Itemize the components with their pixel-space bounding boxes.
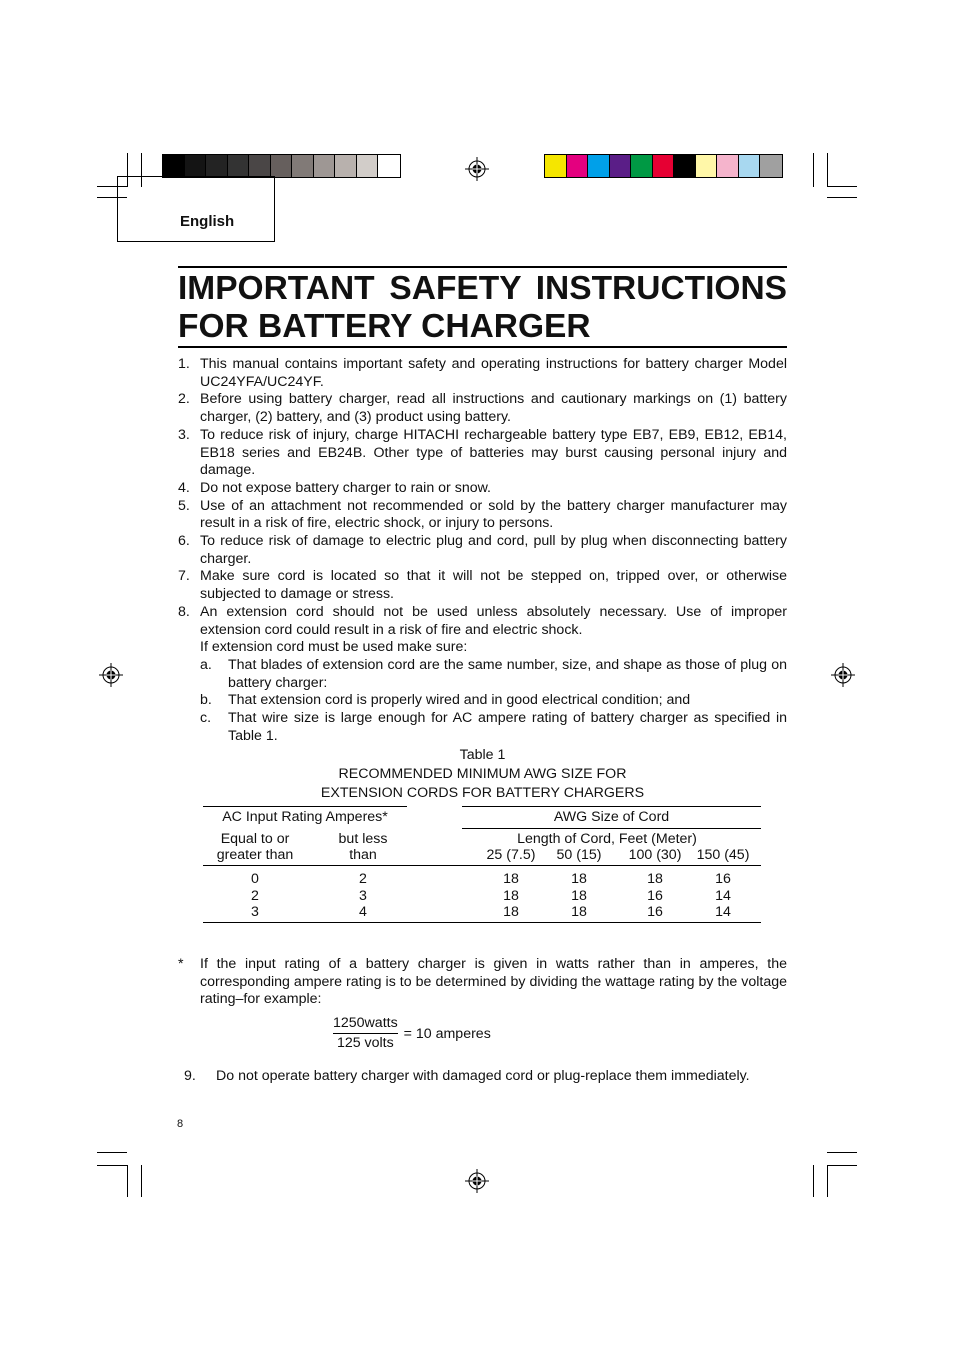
item-text: This manual contains important safety and operating instructions for battery charger Model UC24YFA/UC24YF. bbox=[200, 356, 787, 390]
list-item bbox=[178, 391, 787, 426]
item-text: Do not operate battery charger with damaged cord or plug-replace them immediately. bbox=[216, 1068, 750, 1084]
list-item bbox=[178, 427, 787, 480]
sub-item-letter: a. bbox=[200, 656, 212, 673]
color-swatch bbox=[185, 155, 207, 177]
table-caption-label: Table 1 bbox=[459, 747, 506, 763]
list-item bbox=[178, 568, 787, 603]
sub-item-text: That extension cord is properly wired and in good electrical condition; and bbox=[228, 692, 691, 709]
color-swatch bbox=[271, 155, 293, 177]
item-number: 1. bbox=[178, 356, 190, 372]
instructions-list bbox=[178, 356, 787, 745]
table-caption bbox=[178, 746, 787, 803]
crop-mark bbox=[141, 1165, 142, 1197]
crop-mark bbox=[827, 1165, 857, 1166]
table-cell: 3 bbox=[251, 904, 259, 920]
list-item bbox=[184, 1068, 787, 1086]
column-header-from-1: Equal to or bbox=[220, 831, 290, 847]
page-title bbox=[178, 266, 787, 348]
table-cell: 18 bbox=[503, 904, 519, 920]
color-swatch bbox=[717, 155, 739, 177]
table-cell: 18 bbox=[503, 871, 519, 887]
sub-list-item bbox=[178, 692, 787, 710]
item-text: To reduce risk of damage to electric plug and cord, pull by plug when disconnecting battery charger. bbox=[200, 533, 787, 567]
crop-mark bbox=[97, 1165, 127, 1166]
color-swatch bbox=[674, 155, 696, 177]
table-cell: 18 bbox=[571, 871, 587, 887]
sub-list-item bbox=[178, 710, 787, 745]
list-item bbox=[178, 480, 787, 498]
column-header-from-2: greater than bbox=[216, 847, 294, 863]
crop-mark bbox=[827, 186, 857, 187]
table-cell: 18 bbox=[647, 871, 663, 887]
registration-mark-icon bbox=[465, 157, 489, 181]
color-swatch bbox=[228, 155, 250, 177]
table-cell: 18 bbox=[571, 888, 587, 904]
sub-item-text: That blades of extension cord are the same number, size, and shape as those of plug on battery charger: bbox=[228, 656, 787, 691]
list-item bbox=[178, 604, 787, 657]
registration-mark-icon bbox=[99, 663, 123, 687]
item-text: An extension cord should not be used unless absolutely necessary. Use of improper extension cord could result in a risk of fire and electric shock. bbox=[200, 603, 787, 638]
registration-mark-icon bbox=[831, 663, 855, 687]
color-swatch bbox=[739, 155, 761, 177]
table-cell: 3 bbox=[359, 888, 367, 904]
sub-item-text: That wire size is large enough for AC ampere rating of battery charger as specified in Table 1. bbox=[228, 710, 787, 744]
table-cell: 2 bbox=[359, 871, 367, 887]
crop-mark bbox=[827, 153, 828, 187]
title-line-1: IMPORTANT SAFETY INSTRUCTIONS bbox=[178, 270, 787, 307]
crop-mark bbox=[827, 1152, 857, 1153]
color-swatch bbox=[567, 155, 589, 177]
item-number: 3. bbox=[178, 426, 190, 443]
color-swatch bbox=[610, 155, 632, 177]
crop-mark bbox=[827, 1165, 828, 1197]
crop-mark bbox=[97, 1152, 127, 1153]
column-header-length-3: 100 (30) bbox=[628, 847, 682, 863]
sub-item-letter: c. bbox=[200, 710, 212, 727]
color-swatch bbox=[653, 155, 675, 177]
footnote-mark: * bbox=[178, 956, 184, 972]
color-swatch bbox=[206, 155, 228, 177]
table-rule bbox=[203, 922, 761, 923]
sub-item-letter: b. bbox=[200, 692, 212, 709]
column-header-length-4: 150 (45) bbox=[696, 847, 750, 863]
table-header-left bbox=[203, 806, 407, 807]
table-cell: 14 bbox=[715, 888, 731, 904]
footnote bbox=[178, 956, 787, 1009]
language-tab bbox=[117, 176, 275, 242]
table-cell: 14 bbox=[715, 904, 731, 920]
color-swatch bbox=[631, 155, 653, 177]
sub-list-item bbox=[178, 657, 787, 692]
table-cell: 18 bbox=[571, 904, 587, 920]
column-header-to-1: but less bbox=[338, 831, 388, 847]
crop-mark bbox=[813, 153, 814, 187]
title-line-2: FOR BATTERY CHARGER bbox=[178, 308, 591, 345]
table-caption-title-2: EXTENSION CORDS FOR BATTERY CHARGERS bbox=[320, 785, 645, 801]
item-number: 6. bbox=[178, 533, 190, 550]
color-swatch bbox=[163, 155, 185, 177]
item-number: 5. bbox=[178, 497, 190, 514]
column-header-to-2: than bbox=[349, 847, 377, 863]
fraction bbox=[333, 1015, 398, 1053]
item-text: Use of an attachment not recommended or sold by the battery charger manufacturer may result in a risk of fire, electric shock, or injury to persons. bbox=[200, 497, 787, 532]
column-header-length-1: 25 (7.5) bbox=[486, 847, 536, 863]
example-formula bbox=[333, 1015, 491, 1053]
crop-mark bbox=[813, 1165, 814, 1197]
table-cell: 4 bbox=[359, 904, 367, 920]
item-number: 2. bbox=[178, 391, 190, 408]
item-text: Do not expose battery charger to rain or snow. bbox=[200, 479, 492, 496]
color-swatch bbox=[292, 155, 314, 177]
table-rule bbox=[203, 865, 761, 866]
table-header-ampere: AC Input Rating Amperes* bbox=[222, 809, 388, 825]
item-text: To reduce risk of injury, charge HITACHI rechargeable battery type EB7, EB9, EB12, EB14, EB18 series and EB24B. Other type of batteries may burst causing personal injury and damage. bbox=[200, 426, 787, 479]
footnote-item bbox=[178, 956, 787, 1009]
color-swatch bbox=[357, 155, 379, 177]
formula-result: = 10 amperes bbox=[403, 1026, 491, 1042]
page-number: 8 bbox=[177, 1118, 184, 1130]
footnote-text: If the input rating of a battery charger is given in watts rather than in amperes, the corresponding ampere rating is to be determined by dividing the wattage rating by the voltage rating–for example: bbox=[200, 956, 787, 1008]
item-extra-text: If extension cord must be used make sure: bbox=[200, 639, 468, 656]
crop-mark bbox=[127, 1165, 128, 1197]
item-number: 4. bbox=[178, 479, 190, 496]
item-8-body bbox=[200, 604, 787, 657]
fraction-denominator: 125 volts bbox=[336, 1035, 394, 1051]
table-cell: 18 bbox=[503, 888, 519, 904]
item-number: 9. bbox=[184, 1068, 196, 1084]
language-label: English bbox=[180, 213, 235, 230]
grayscale-bar bbox=[162, 154, 401, 178]
item-number: 8. bbox=[178, 603, 190, 620]
column-header-length-2: 50 (15) bbox=[556, 847, 602, 863]
color-swatch bbox=[249, 155, 271, 177]
color-swatch bbox=[760, 155, 782, 177]
color-swatch bbox=[335, 155, 357, 177]
color-swatch bbox=[545, 155, 567, 177]
column-header-length: Length of Cord, Feet (Meter) bbox=[517, 831, 697, 847]
crop-mark bbox=[827, 197, 857, 198]
list-item bbox=[178, 498, 787, 533]
color-swatch bbox=[588, 155, 610, 177]
registration-mark-icon bbox=[465, 1169, 489, 1193]
table-caption-title-1: RECOMMENDED MINIMUM AWG SIZE FOR bbox=[338, 766, 627, 782]
color-swatch bbox=[378, 155, 400, 177]
table-cell: 16 bbox=[647, 904, 663, 920]
item-text: Before using battery charger, read all instructions and cautionary markings on (1) battery charger, (2) battery, and (3) product using battery. bbox=[200, 391, 787, 426]
table-cell: 2 bbox=[251, 888, 259, 904]
item-number: 7. bbox=[178, 568, 190, 585]
table-header-awg: AWG Size of Cord bbox=[553, 809, 670, 825]
table-cell: 0 bbox=[251, 871, 259, 887]
item-text: Make sure cord is located so that it will not be stepped on, tripped over, or otherwise subjected to damage or stress. bbox=[200, 568, 787, 603]
color-bar bbox=[544, 154, 783, 178]
color-swatch bbox=[696, 155, 718, 177]
fraction-numerator: 1250watts bbox=[333, 1015, 398, 1034]
list-item bbox=[178, 533, 787, 568]
title-text bbox=[178, 270, 787, 346]
table-cell: 16 bbox=[647, 888, 663, 904]
color-swatch bbox=[314, 155, 336, 177]
table-cell: 16 bbox=[715, 871, 731, 887]
list-item bbox=[178, 356, 787, 391]
